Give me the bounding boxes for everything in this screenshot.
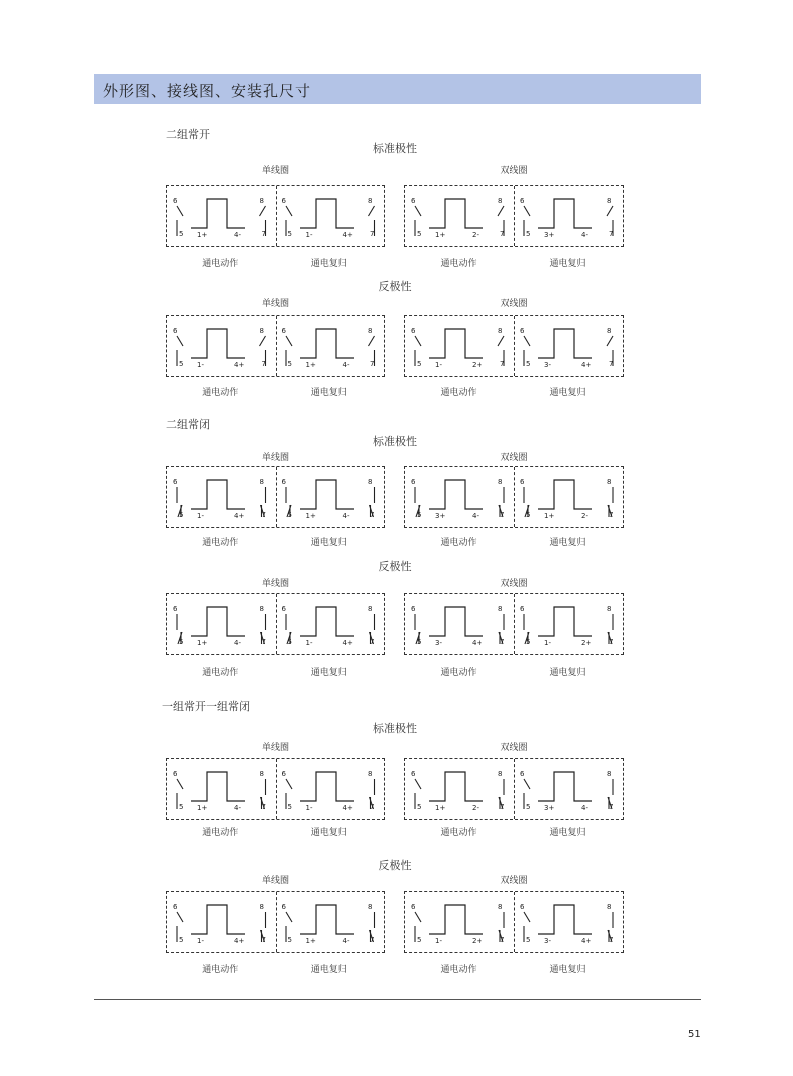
diagram-caption: 通电复归 <box>549 259 586 269</box>
coil-symbol <box>538 329 592 358</box>
coil-symbol <box>538 772 592 801</box>
diagram-half <box>514 316 623 376</box>
wiring-panel <box>166 185 385 247</box>
coil-terminal-left: 1+ <box>544 512 555 520</box>
terminal-5: 5 <box>287 936 292 944</box>
polarity-label: 反极性 <box>378 859 412 872</box>
diagram-caption: 通电动作 <box>202 538 239 548</box>
diagram-half <box>167 759 276 819</box>
coil-symbol <box>429 772 483 801</box>
terminal-6: 6 <box>173 197 178 205</box>
coil-terminal-left: 1- <box>305 639 313 647</box>
terminal-5: 5 <box>287 511 292 519</box>
terminal-7: 7 <box>500 936 505 944</box>
coil-terminal-right: 4- <box>472 512 479 520</box>
terminal-8: 8 <box>368 327 373 335</box>
terminal-6: 6 <box>520 770 525 778</box>
coil-terminal-left: 3- <box>435 639 442 647</box>
coil-terminal-left: 1- <box>435 361 442 369</box>
coil-label: 单线圈 <box>261 299 290 309</box>
terminal-6: 6 <box>173 327 178 335</box>
coil-symbol <box>429 607 483 636</box>
terminal-5: 5 <box>287 803 292 811</box>
terminal-5: 5 <box>287 360 292 368</box>
coil-symbol <box>191 772 245 801</box>
diagram-half <box>276 594 385 654</box>
coil-label: 单线圈 <box>261 453 290 463</box>
wiring-panel <box>166 466 385 528</box>
terminal-7: 7 <box>609 230 614 238</box>
coil-symbol <box>429 480 483 509</box>
coil-terminal-right: 4- <box>234 639 241 647</box>
contact-blade <box>524 912 530 922</box>
wiring-panel <box>404 891 624 953</box>
terminal-5: 5 <box>526 638 531 646</box>
diagram-half <box>405 316 514 376</box>
diagram-caption: 通电动作 <box>202 388 239 398</box>
group-label: 二组常开 <box>166 128 210 141</box>
terminal-8: 8 <box>607 327 612 335</box>
terminal-7: 7 <box>261 230 266 238</box>
terminal-5: 5 <box>179 230 184 238</box>
terminal-6: 6 <box>411 903 416 911</box>
terminal-7: 7 <box>370 803 375 811</box>
coil-terminal-right: 2- <box>472 804 479 812</box>
diagram-caption: 通电动作 <box>202 828 239 838</box>
diagram-caption: 通电动作 <box>440 538 477 548</box>
terminal-8: 8 <box>498 903 503 911</box>
diagram-caption: 通电复归 <box>310 668 347 678</box>
terminal-8: 8 <box>368 605 373 613</box>
diagram-caption: 通电复归 <box>549 668 586 678</box>
contact-blade <box>260 336 266 346</box>
terminal-7: 7 <box>370 230 375 238</box>
coil-terminal-right: 2+ <box>472 937 483 945</box>
terminal-6: 6 <box>411 327 416 335</box>
coil-terminal-right: 4+ <box>342 231 353 239</box>
polarity-label: 标准极性 <box>373 142 417 155</box>
terminal-7: 7 <box>609 638 614 646</box>
coil-terminal-right: 4- <box>342 512 350 520</box>
diagram-half <box>276 316 385 376</box>
terminal-6: 6 <box>411 770 416 778</box>
terminal-5: 5 <box>179 803 184 811</box>
wiring-panel <box>404 466 624 528</box>
terminal-7: 7 <box>261 638 266 646</box>
terminal-5: 5 <box>417 936 422 944</box>
diagram-caption: 通电复归 <box>549 538 586 548</box>
coil-terminal-left: 1- <box>435 937 442 945</box>
diagram-caption: 通电动作 <box>202 668 239 678</box>
terminal-7: 7 <box>609 803 614 811</box>
coil-terminal-right: 4+ <box>234 937 245 945</box>
diagram-half <box>405 594 514 654</box>
diagram-half <box>405 467 514 527</box>
footer-rule <box>94 999 701 1000</box>
coil-symbol <box>429 199 483 228</box>
coil-terminal-right: 4- <box>234 804 241 812</box>
coil-symbol <box>429 329 483 358</box>
contact-blade <box>260 206 266 216</box>
diagram-caption: 通电复归 <box>549 388 586 398</box>
terminal-6: 6 <box>411 197 416 205</box>
terminal-5: 5 <box>179 936 184 944</box>
terminal-6: 6 <box>281 903 286 911</box>
coil-terminal-right: 4+ <box>342 804 353 812</box>
coil-symbol <box>191 607 245 636</box>
contact-blade <box>415 912 421 922</box>
coil-terminal-right: 4- <box>342 361 350 369</box>
polarity-label: 标准极性 <box>373 722 417 735</box>
coil-terminal-right: 4+ <box>581 361 592 369</box>
contact-blade <box>177 779 183 789</box>
wiring-panel <box>166 758 385 820</box>
terminal-5: 5 <box>287 638 292 646</box>
terminal-6: 6 <box>281 197 286 205</box>
diagram-caption: 通电动作 <box>202 259 239 269</box>
terminal-5: 5 <box>417 803 422 811</box>
terminal-8: 8 <box>498 327 503 335</box>
coil-terminal-left: 3- <box>544 361 551 369</box>
coil-symbol <box>538 607 592 636</box>
coil-label: 双线圈 <box>500 453 528 463</box>
diagram-half <box>405 186 514 246</box>
terminal-5: 5 <box>526 936 531 944</box>
terminal-8: 8 <box>498 197 503 205</box>
terminal-5: 5 <box>179 360 184 368</box>
wiring-panel <box>404 758 624 820</box>
coil-terminal-left: 1- <box>305 804 313 812</box>
coil-label: 双线圈 <box>500 743 528 753</box>
terminal-8: 8 <box>607 197 612 205</box>
coil-terminal-right: 4+ <box>581 937 592 945</box>
terminal-7: 7 <box>370 936 375 944</box>
section-title: 外形图、接线图、安装孔尺寸 <box>103 82 312 100</box>
diagram-half <box>167 467 276 527</box>
terminal-6: 6 <box>281 327 286 335</box>
diagram-caption: 通电动作 <box>440 668 477 678</box>
contact-blade <box>368 336 374 346</box>
terminal-7: 7 <box>370 511 375 519</box>
diagram-half <box>276 467 385 527</box>
coil-terminal-right: 2- <box>472 231 479 239</box>
contact-blade <box>177 336 183 346</box>
diagram-caption: 通电复归 <box>310 965 347 975</box>
coil-symbol <box>191 329 245 358</box>
coil-terminal-right: 4- <box>342 937 350 945</box>
coil-label: 双线圈 <box>500 299 528 309</box>
contact-blade <box>524 206 530 216</box>
coil-terminal-left: 3- <box>544 937 551 945</box>
diagram-half <box>167 594 276 654</box>
terminal-5: 5 <box>287 230 292 238</box>
terminal-6: 6 <box>411 605 416 613</box>
terminal-8: 8 <box>259 605 264 613</box>
coil-terminal-right: 2- <box>581 512 588 520</box>
contact-blade <box>286 206 292 216</box>
contact-blade <box>368 206 374 216</box>
coil-symbol <box>300 905 354 934</box>
coil-terminal-left: 1- <box>544 639 551 647</box>
coil-terminal-left: 1+ <box>197 231 208 239</box>
terminal-7: 7 <box>500 638 505 646</box>
terminal-6: 6 <box>173 478 178 486</box>
terminal-8: 8 <box>259 770 264 778</box>
coil-terminal-left: 1+ <box>435 804 446 812</box>
terminal-6: 6 <box>520 605 525 613</box>
terminal-7: 7 <box>609 511 614 519</box>
polarity-label: 标准极性 <box>373 435 417 448</box>
terminal-5: 5 <box>417 638 422 646</box>
terminal-6: 6 <box>520 478 525 486</box>
group-label: 一组常开一组常闭 <box>162 700 250 713</box>
terminal-7: 7 <box>370 360 375 368</box>
coil-terminal-left: 1+ <box>197 639 208 647</box>
coil-symbol <box>429 905 483 934</box>
polarity-label: 反极性 <box>378 280 412 293</box>
terminal-8: 8 <box>607 478 612 486</box>
contact-blade <box>498 206 504 216</box>
diagram-caption: 通电动作 <box>440 965 477 975</box>
terminal-8: 8 <box>498 770 503 778</box>
diagram-half <box>514 892 623 952</box>
coil-label: 单线圈 <box>261 743 290 753</box>
contact-blade <box>607 336 613 346</box>
diagram-caption: 通电动作 <box>440 828 477 838</box>
terminal-7: 7 <box>609 936 614 944</box>
wiring-panel <box>404 315 624 377</box>
diagram-half <box>167 186 276 246</box>
diagram-caption: 通电复归 <box>310 388 347 398</box>
coil-terminal-left: 1+ <box>435 231 446 239</box>
terminal-8: 8 <box>259 197 264 205</box>
terminal-8: 8 <box>259 903 264 911</box>
coil-label: 单线圈 <box>261 579 290 589</box>
coil-terminal-right: 4- <box>234 231 241 239</box>
coil-symbol <box>300 199 354 228</box>
wiring-panel <box>166 593 385 655</box>
terminal-7: 7 <box>609 360 614 368</box>
coil-terminal-right: 4- <box>581 231 588 239</box>
terminal-7: 7 <box>500 230 505 238</box>
diagram-caption: 通电动作 <box>440 259 477 269</box>
coil-terminal-left: 1+ <box>305 937 316 945</box>
terminal-8: 8 <box>607 605 612 613</box>
terminal-8: 8 <box>368 770 373 778</box>
terminal-6: 6 <box>281 605 286 613</box>
group-label: 二组常闭 <box>166 418 210 431</box>
terminal-8: 8 <box>607 770 612 778</box>
terminal-7: 7 <box>261 511 266 519</box>
contact-blade <box>415 779 421 789</box>
coil-symbol <box>300 607 354 636</box>
coil-label: 双线圈 <box>500 166 528 176</box>
contact-blade <box>286 336 292 346</box>
terminal-6: 6 <box>520 327 525 335</box>
coil-symbol <box>538 480 592 509</box>
coil-terminal-right: 2+ <box>581 639 592 647</box>
coil-terminal-left: 1- <box>197 512 204 520</box>
terminal-5: 5 <box>526 803 531 811</box>
diagram-half <box>405 759 514 819</box>
diagram-half <box>276 759 385 819</box>
terminal-6: 6 <box>411 478 416 486</box>
diagram-half <box>167 316 276 376</box>
terminal-8: 8 <box>498 478 503 486</box>
terminal-7: 7 <box>261 803 266 811</box>
terminal-8: 8 <box>498 605 503 613</box>
contact-blade <box>286 912 292 922</box>
coil-label: 单线圈 <box>261 166 290 176</box>
terminal-7: 7 <box>370 638 375 646</box>
diagram-half <box>167 892 276 952</box>
coil-label: 单线圈 <box>261 876 290 886</box>
coil-terminal-right: 4+ <box>342 639 353 647</box>
section-header-bar <box>94 74 701 104</box>
coil-symbol <box>300 772 354 801</box>
contact-blade <box>524 779 530 789</box>
terminal-7: 7 <box>261 936 266 944</box>
terminal-6: 6 <box>281 770 286 778</box>
coil-terminal-left: 1- <box>197 361 204 369</box>
coil-terminal-left: 1+ <box>305 512 316 520</box>
diagram-half <box>514 594 623 654</box>
contact-blade <box>607 206 613 216</box>
terminal-6: 6 <box>520 197 525 205</box>
coil-symbol <box>300 329 354 358</box>
terminal-7: 7 <box>500 360 505 368</box>
diagram-caption: 通电复归 <box>310 259 347 269</box>
contact-blade <box>415 336 421 346</box>
wiring-panel <box>166 315 385 377</box>
coil-symbol <box>300 480 354 509</box>
terminal-5: 5 <box>179 638 184 646</box>
terminal-5: 5 <box>417 360 422 368</box>
wiring-panel <box>404 593 624 655</box>
terminal-6: 6 <box>173 605 178 613</box>
wiring-panel <box>166 891 385 953</box>
contact-blade <box>524 336 530 346</box>
contact-blade <box>415 206 421 216</box>
terminal-6: 6 <box>520 903 525 911</box>
terminal-8: 8 <box>607 903 612 911</box>
terminal-8: 8 <box>259 478 264 486</box>
coil-terminal-right: 4+ <box>472 639 483 647</box>
terminal-8: 8 <box>368 478 373 486</box>
coil-terminal-right: 4+ <box>234 512 245 520</box>
coil-label: 双线圈 <box>500 579 528 589</box>
coil-terminal-right: 2+ <box>472 361 483 369</box>
terminal-5: 5 <box>417 230 422 238</box>
coil-symbol <box>191 480 245 509</box>
diagram-half <box>514 186 623 246</box>
terminal-5: 5 <box>526 511 531 519</box>
coil-terminal-left: 1- <box>305 231 313 239</box>
contact-blade <box>177 912 183 922</box>
diagram-caption: 通电复归 <box>310 828 347 838</box>
page-number: 51 <box>688 1029 701 1040</box>
coil-terminal-right: 4+ <box>234 361 245 369</box>
terminal-6: 6 <box>173 770 178 778</box>
terminal-5: 5 <box>526 360 531 368</box>
diagram-caption: 通电动作 <box>202 965 239 975</box>
coil-terminal-left: 1- <box>197 937 204 945</box>
polarity-label: 反极性 <box>378 560 412 573</box>
diagram-half <box>514 467 623 527</box>
terminal-8: 8 <box>259 327 264 335</box>
wiring-panel <box>404 185 624 247</box>
diagram-half <box>276 892 385 952</box>
terminal-6: 6 <box>173 903 178 911</box>
contact-blade <box>498 336 504 346</box>
diagram-caption: 通电复归 <box>549 828 586 838</box>
terminal-5: 5 <box>179 511 184 519</box>
coil-terminal-left: 3+ <box>544 804 555 812</box>
coil-terminal-left: 1+ <box>305 361 316 369</box>
contact-blade <box>177 206 183 216</box>
coil-terminal-left: 3+ <box>544 231 555 239</box>
terminal-7: 7 <box>500 803 505 811</box>
terminal-5: 5 <box>417 511 422 519</box>
coil-symbol <box>191 199 245 228</box>
coil-terminal-right: 4- <box>581 804 588 812</box>
coil-symbol <box>191 905 245 934</box>
diagram-half <box>514 759 623 819</box>
coil-label: 双线圈 <box>500 876 528 886</box>
terminal-5: 5 <box>526 230 531 238</box>
diagram-caption: 通电复归 <box>549 965 586 975</box>
terminal-6: 6 <box>281 478 286 486</box>
coil-symbol <box>538 905 592 934</box>
terminal-8: 8 <box>368 903 373 911</box>
diagram-half <box>276 186 385 246</box>
terminal-7: 7 <box>500 511 505 519</box>
diagram-half <box>405 892 514 952</box>
terminal-8: 8 <box>368 197 373 205</box>
coil-terminal-left: 3+ <box>435 512 446 520</box>
terminal-7: 7 <box>261 360 266 368</box>
diagram-caption: 通电复归 <box>310 538 347 548</box>
coil-terminal-left: 1+ <box>197 804 208 812</box>
diagram-caption: 通电动作 <box>440 388 477 398</box>
coil-symbol <box>538 199 592 228</box>
contact-blade <box>286 779 292 789</box>
